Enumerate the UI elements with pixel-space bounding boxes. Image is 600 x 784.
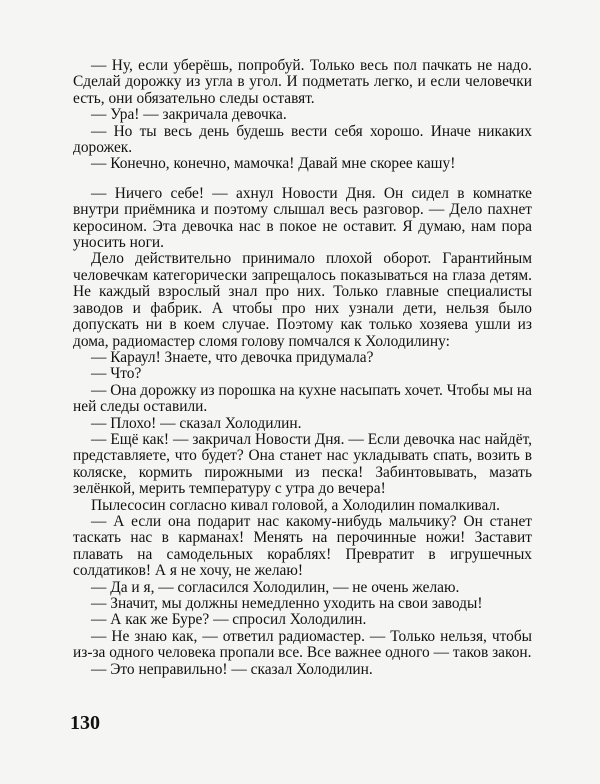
paragraph: — Но ты весь день будешь вести себя хорошо. Иначе никаких дорожек. xyxy=(73,122,532,157)
page-number: 130 xyxy=(70,712,100,734)
paragraph: — А если она подарит нас какому-нибудь мальчику? Он станет таскать нас в карманах! Менять на перочинные ножи! Заставит плавать на самодельных кораблях! Превратит в игрушечных солдатиков! А я не хочу, не желаю! xyxy=(73,512,532,580)
paragraph: — А как же Буре? — спросил Холодилин. xyxy=(91,611,367,629)
paragraph: — Плохо! — сказал Холодилин. xyxy=(91,414,302,432)
section-gap xyxy=(73,173,532,186)
paragraph: — Ну, если уберёшь, попробуй. Только весь пол пачкать не надо. Сделай дорожку из угла в угол. И подметать легко, и если человечки есть, они обязательно следы оставят. xyxy=(73,57,532,107)
body-text xyxy=(73,58,532,678)
paragraph: — Караул! Знаете, что девочка придумала? xyxy=(91,348,374,366)
paragraph: — Она дорожку из порошка на кухне насыпать хочет. Чтобы мы на ней следы оставили. xyxy=(73,381,532,416)
paragraph: — Не знаю как, — ответил радиомастер. — Только нельзя, чтобы из-за одного человека пропали все. Все важнее одного — таков закон. xyxy=(73,627,532,662)
paragraph: Пылесосин согласно кивал головой, а Холодилин помалкивал. xyxy=(91,496,500,514)
paragraph: — Да и я, — согласился Холодилин, — не очень желаю. xyxy=(91,578,460,596)
paragraph: — Конечно, конечно, мамочка! Давай мне скорее кашу! xyxy=(91,155,456,173)
paragraph: — Это неправильно! — сказал Холодилин. xyxy=(91,660,373,678)
paragraph: — Ещё как! — закричал Новости Дня. — Если девочка нас найдёт, представляете, что будет? Она станет нас укладывать спать, возить в коляске, кормить пирожными из песка! Забинтовывать, мазать зелёнкой, мерить температуру с утра до вечера! xyxy=(73,430,532,498)
paragraph: — Ничего себе! — ахнул Новости Дня. Он сидел в комнатке внутри приёмника и поэтому слышал весь разговор. — Дело пахнет керосином. Эта девочка нас в покое не оставит. Я думаю, нам пора уносить ноги. xyxy=(73,184,532,252)
paragraph: — Что? xyxy=(91,365,142,383)
paragraph: — Значит, мы должны немедленно уходить на свои заводы! xyxy=(91,595,483,612)
paragraph: Дело действительно принимало плохой оборот. Гарантийным человечкам категорически запрещалось показываться на глаза детям. Не каждый взрослый знал про них. Только главные специалисты заводов и фабрик. А чтобы про них узнали дети, нельзя было допускать ни в коем случае. Поэтому как только хозяева ушли из дома, радиомастер сломя голову помчался к Холодилину: xyxy=(73,250,532,350)
paragraph: — Ура! — закричала девочка. xyxy=(91,106,287,124)
